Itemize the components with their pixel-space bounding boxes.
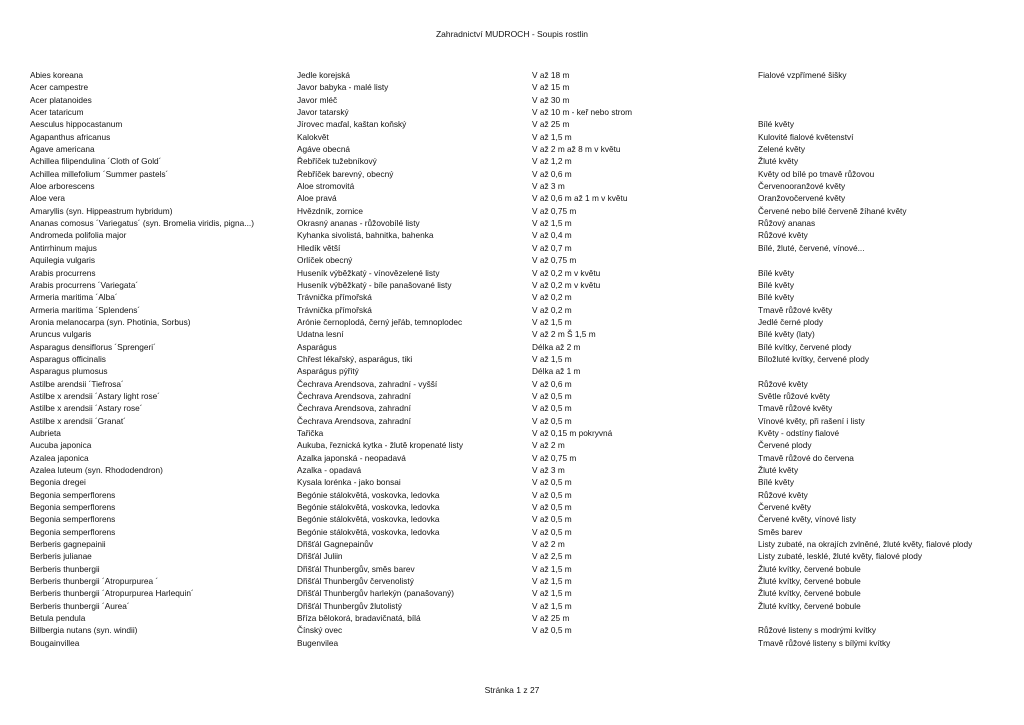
latin-name: Astilbe x arendsii ´Granat´ [30,415,126,426]
czech-name: Udatna lesní [297,329,344,340]
table-row [0,550,1024,562]
table-row [0,575,1024,587]
table-row [0,131,1024,143]
size-info: V až 0,75 m [532,205,577,216]
czech-name: Hvězdník, zornice [297,205,363,216]
description: Tmavě růžové listeny s bílými kvítky [758,637,891,648]
czech-name: Kyhanka sivolistá, bahnitka, bahenka [297,230,434,241]
description: Bílé květy [758,267,794,278]
czech-name: Čechrava Arendsova, zahradní [297,403,411,414]
czech-name: Azalka japonská - neopadavá [297,452,406,463]
czech-name: Aloe stromovitá [297,181,355,192]
latin-name: Astilbe x arendsii ´Astary rose´ [30,403,143,414]
czech-name: Jírovec maďal, kaštan koňský [297,119,407,130]
table-row [0,452,1024,464]
latin-name: Asparagus plumosus [30,366,108,377]
latin-name: Agave americana [30,144,95,155]
czech-name: Huseník výběžkatý - vínovězelené listy [297,267,440,278]
czech-name: Dřišťál Thunbergův červenolistý [297,576,414,587]
latin-name: Acer tataricum [30,107,84,118]
czech-name: Begónie stálokvětá, voskovka, ledovka [297,514,440,525]
size-info: V až 0,5 m [532,526,572,537]
description: Růžové listeny s modrými kvítky [758,625,877,636]
size-info: V až 0,6 m [532,168,572,179]
table-row [0,316,1024,328]
latin-name: Begonia dregei [30,477,86,488]
table-row [0,513,1024,525]
description: Bílé květy [758,279,794,290]
latin-name: Aloe arborescens [30,181,95,192]
table-row [0,94,1024,106]
latin-name: Armeria maritima ´Splendens´ [30,304,141,315]
description: Žluté květy [758,156,799,167]
description: Červenooranžové květy [758,181,846,192]
size-info: V až 3 m [532,465,565,475]
size-info: V až 0,2 m v květu [532,267,601,278]
latin-name: Begonia semperflorens [30,514,116,525]
description: Bílé květy [758,119,794,130]
table-row [0,600,1024,612]
size-info: V až 1,5 m [532,588,572,599]
table-row [0,390,1024,402]
latin-name: Azalea japonica [30,452,89,463]
table-row [0,439,1024,451]
latin-name: Berberis thunbergii ´Atropurpurea ´ [30,576,159,587]
table-row [0,81,1024,93]
size-info: V až 1,5 m [532,563,572,574]
table-row [0,538,1024,550]
size-info: V až 0,75 m [532,255,577,266]
czech-name: Dřišťál Thunbergův harlekýn (panašovaný) [297,588,454,599]
size-info: V až 0,5 m [532,390,572,401]
size-info: V až 0,5 m [532,489,572,500]
description: Žluté kvítky, červené bobule [758,563,861,574]
czech-name: Kysala lorénka - jako bonsai [297,477,401,488]
size-info: V až 2 m Š 1,5 m [532,329,596,340]
latin-name: Asparagus densiflorus ´Sprengeri´ [30,341,156,352]
size-info: V až 0,5 m [532,415,572,426]
description: Bílé kvítky, červené plody [758,341,852,352]
czech-name: Tařička [297,427,324,438]
table-row [0,106,1024,118]
description: Červené květy, vínové listy [758,514,857,525]
latin-name: Astilbe arendsii ´Tiefrosa´ [30,378,124,389]
table-row [0,612,1024,624]
latin-name: Betula pendula [30,613,86,624]
page-number: Stránka 1 z 27 [484,685,540,695]
table-row [0,501,1024,513]
czech-name: Javor mléč [297,94,338,105]
latin-name: Achillea millefolium ´Summer pastels´ [30,168,169,179]
latin-name: Bougainvillea [30,637,80,648]
czech-name: Jedle korejská [297,70,351,80]
czech-name: Řebříček tužebníkový [297,156,377,167]
description: Květy od bílé po tmavě růžovou [758,168,875,179]
size-info: V až 0,7 m [532,242,572,253]
size-info: V až 3 m [532,181,565,192]
size-info: V až 1,5 m [532,316,572,327]
table-row [0,476,1024,488]
table-row [0,328,1024,340]
czech-name: Begónie stálokvětá, voskovka, ledovka [297,502,440,513]
size-info: V až 0,2 m [532,292,572,303]
czech-name: Asparágus pýřitý [297,366,359,377]
latin-name: Aucuba japonica [30,440,92,451]
czech-name: Asparágus [297,341,337,352]
czech-name: Begónie stálokvětá, voskovka, ledovka [297,526,440,537]
czech-name: Azalka - opadavá [297,465,362,475]
latin-name: Begonia semperflorens [30,502,116,513]
table-row [0,402,1024,414]
czech-name: Hledík větší [297,242,341,253]
latin-name: Arabis procurrens [30,267,96,278]
latin-name: Amaryllis (syn. Hippeastrum hybridum) [30,205,173,216]
latin-name: Azalea luteum (syn. Rhododendron) [30,465,163,475]
size-info: V až 0,6 m až 1 m v květu [532,193,628,204]
description: Tmavě růžové květy [758,403,833,414]
size-info: V až 1,5 m [532,353,572,364]
latin-name: Berberis thunbergii ´Aurea´ [30,600,130,611]
czech-name: Čechrava Arendsova, zahradní [297,415,411,426]
czech-name: Kalokvět [297,131,329,142]
size-info: V až 0,4 m [532,230,572,241]
table-row [0,254,1024,266]
czech-name: Huseník výběžkatý - bíle panašované listy [297,279,452,290]
size-info: V až 2 m [532,440,565,451]
czech-name: Aloe pravá [297,193,337,204]
table-row [0,242,1024,254]
czech-name: Bříza bělokorá, bradavičnatá, bílá [297,613,421,624]
size-info: V až 1,5 m [532,131,572,142]
size-info: V až 1,5 m [532,218,572,229]
table-row [0,415,1024,427]
description: Žluté květy [758,465,799,475]
size-info: V až 0,5 m [532,625,572,636]
description: Tmavě růžové květy [758,304,833,315]
description: Kulovité fialové květenství [758,131,854,142]
size-info: V až 2 m až 8 m v květu [532,144,621,155]
latin-name: Aubrieta [30,427,61,438]
czech-name: Dřišťál Thunbergův žlutolistý [297,600,402,611]
table-row [0,229,1024,241]
size-info: V až 0,75 m [532,452,577,463]
latin-name: Berberis julianae [30,551,92,562]
description: Zelené květy [758,144,806,155]
size-info: V až 18 m [532,70,570,80]
czech-name: Dřišťál Juliin [297,551,343,562]
czech-name: Trávnička přímořská [297,292,372,303]
table-row [0,118,1024,130]
table-row [0,637,1024,649]
latin-name: Berberis thunbergii ´Atropurpurea Harlequin´ [30,588,194,599]
description: Červené květy [758,502,812,513]
latin-name: Astilbe x arendsii ´Astary light rose´ [30,390,161,401]
description: Růžové květy [758,230,808,241]
table-row [0,464,1024,476]
latin-name: Aesculus hippocastanum [30,119,123,130]
czech-name: Orlíček obecný [297,255,353,266]
size-info: V až 0,5 m [532,403,572,414]
size-info: V až 0,5 m [532,477,572,488]
latin-name: Arabis procurrens ´Variegata´ [30,279,139,290]
description: Růžový ananas [758,218,816,229]
size-info: V až 10 m - keř nebo strom [532,107,633,118]
size-info: V až 0,5 m [532,514,572,525]
table-row [0,143,1024,155]
latin-name: Armeria maritima ´Alba´ [30,292,118,303]
size-info: V až 0,5 m [532,502,572,513]
latin-name: Aquilegia vulgaris [30,255,96,266]
description: Červené nebo bílé červeně žíhané květy [758,205,907,216]
czech-name: Javor tatarský [297,107,349,118]
description: Červené plody [758,440,812,451]
czech-name: Řebříček barevný, obecný [297,168,394,179]
description: Bílé květy (laty) [758,329,815,340]
description: Žluté kvítky, červené bobule [758,600,861,611]
latin-name: Ananas comosus ´Variegatus´ (syn. Bromelia viridis, pigna...) [30,218,254,229]
size-info: Délka až 1 m [532,366,581,377]
size-info: V až 25 m [532,119,570,130]
table-row [0,205,1024,217]
czech-name: Dřišťál Thunbergův, směs barev [297,563,415,574]
size-info: V až 0,2 m v květu [532,279,601,290]
description: Tmavě růžové do červena [758,452,854,463]
latin-name: Billbergia nutans (syn. windii) [30,625,138,636]
description: Bíložluté kvítky, červené plody [758,353,869,364]
description: Žluté kvítky, červené bobule [758,588,861,599]
description: Směs barev [758,526,803,537]
description: Růžové květy [758,489,808,500]
latin-name: Berberis gagnepainii [30,539,106,550]
czech-name: Aukuba, řeznická kytka - žlutě kropenaté listy [297,440,464,451]
description: Růžové květy [758,378,808,389]
latin-name: Asparagus officinalis [30,353,106,364]
czech-name: Chřest lékařský, asparágus, tiki [297,353,413,364]
table-row [0,378,1024,390]
description: Oranžovočervené květy [758,193,846,204]
czech-name: Javor babyka - malé listy [297,82,389,93]
czech-name: Čechrava Arendsova, zahradní - vyšší [297,378,438,389]
description: Bílé květy [758,477,794,488]
size-info: V až 1,2 m [532,156,572,167]
latin-name: Acer platanoides [30,94,92,105]
size-info: V až 0,15 m pokryvná [532,427,613,438]
czech-name: Begónie stálokvětá, voskovka, ledovka [297,489,440,500]
description: Bílé květy [758,292,794,303]
description: Fialové vzpřímené šišky [758,70,847,80]
czech-name: Bugenvilea [297,637,339,648]
latin-name: Andromeda polifolia major [30,230,127,241]
size-info: Délka až 2 m [532,341,581,352]
table-row [0,279,1024,291]
description: Světle růžové květy [758,390,830,401]
size-info: V až 15 m [532,82,570,93]
table-row [0,267,1024,279]
size-info: V až 1,5 m [532,576,572,587]
latin-name: Acer campestre [30,82,89,93]
latin-name: Aronia melanocarpa (syn. Photinia, Sorbus) [30,316,191,327]
description: Bílé, žluté, červené, vínové... [758,242,865,253]
czech-name: Dřišťál Gagnepainův [297,539,373,550]
latin-name: Berberis thunbergii [30,563,100,574]
size-info: V až 0,2 m [532,304,572,315]
czech-name: Trávnička přímořská [297,304,372,315]
table-row [0,353,1024,365]
table-row [0,563,1024,575]
page-title: Zahradnictví MUDROCH - Soupis rostlin [435,29,589,39]
czech-name: Okrasný ananas - růžovobílé listy [297,218,420,229]
table-row [0,427,1024,439]
size-info: V až 1,5 m [532,600,572,611]
table-row [0,155,1024,167]
table-row [0,180,1024,192]
description: Jedlé černé plody [758,316,824,327]
latin-name: Aloe vera [30,193,66,204]
latin-name: Achillea filipendulina ´Cloth of Gold´ [30,156,162,167]
latin-name: Begonia semperflorens [30,489,116,500]
czech-name: Čechrava Arendsova, zahradní [297,390,411,401]
table-row [0,624,1024,636]
size-info: V až 30 m [532,94,570,105]
size-info: V až 2,5 m [532,551,572,562]
table-row [0,217,1024,229]
table-row [0,304,1024,316]
description: Listy zubaté, na okrajích zvlněné, žluté květy, fialové plody [758,539,973,550]
czech-name: Arónie černoplodá, černý jeřáb, temnoplodec [297,316,463,327]
table-row [0,587,1024,599]
description: Květy - odstíny fialové [758,427,840,438]
table-row [0,69,1024,81]
description: Vínové květy, při rašení i listy [758,415,865,426]
table-row [0,168,1024,180]
latin-name: Abies koreana [30,70,84,80]
table-row [0,489,1024,501]
description: Listy zubaté, lesklé, žluté květy, fialové plody [758,551,923,562]
latin-name: Begonia semperflorens [30,526,116,537]
size-info: V až 25 m [532,613,570,624]
table-row [0,291,1024,303]
description: Žluté kvítky, červené bobule [758,576,861,587]
latin-name: Agapanthus africanus [30,131,111,142]
table-row [0,341,1024,353]
size-info: V až 2 m [532,539,565,550]
latin-name: Aruncus vulgaris [30,329,92,340]
plant-list [0,69,1024,649]
table-row [0,526,1024,538]
table-row [0,192,1024,204]
latin-name: Antirrhinum majus [30,242,97,253]
czech-name: Agáve obecná [297,144,351,155]
table-row [0,365,1024,377]
czech-name: Čínský ovec [297,625,343,636]
size-info: V až 0,6 m [532,378,572,389]
